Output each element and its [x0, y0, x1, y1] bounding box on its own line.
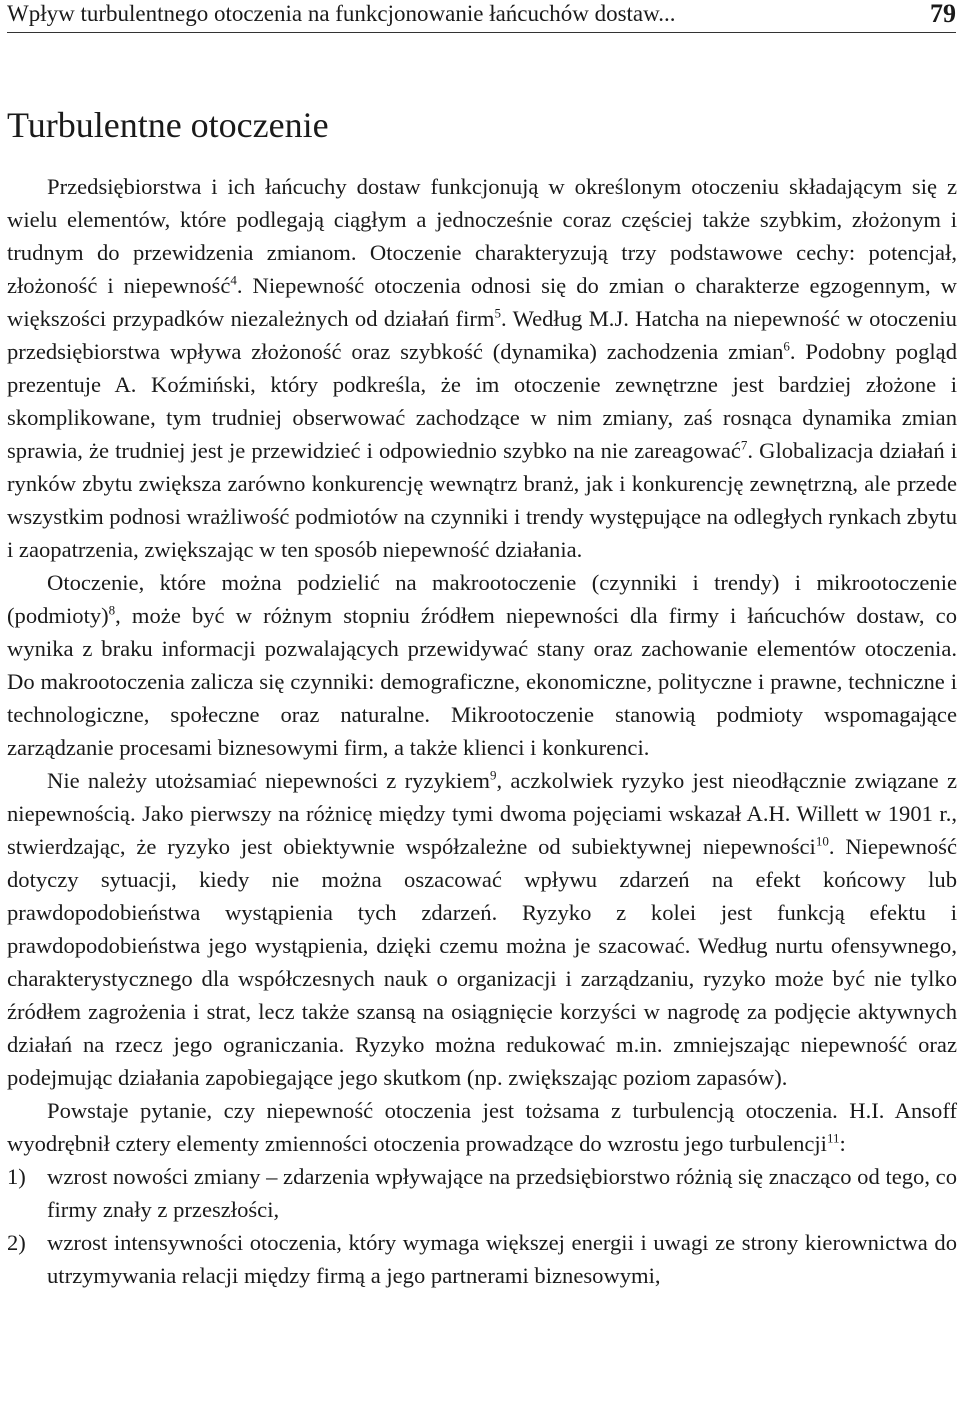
footnote-ref: 7 — [740, 437, 748, 453]
list-marker: 2) — [7, 1230, 26, 1255]
paragraph-text: , aczkolwiek ryzyko jest nieodłącznie związane z niepewnością. Jako pierwszy na różnicę między tymi dwoma pojęciami wskazał A.H. Willett w 1901 r., stwierdzając, że ryzyko jest obiektywnie współzależne od subiektywnej niepewności — [7, 768, 958, 859]
paragraph-text: . Niepewność dotyczy sytuacji, kiedy nie można oszacować wpływu zdarzeń na efekt końcowy lub prawdopodobieństwa wystąpienia tych zdarzeń. Ryzyko z kolei jest funkcją efektu i prawdopodobieństwa jego wystąpienia, dzięki czemu można je szacować. Według nurtu ofensywnego, charakterystycznego dla współczesnych nauk o organizacji i zarządzaniu, ryzyko może być nie tylko źródłem zagrożenia i strat, lecz także szansą na osiągnięcie korzyści w nagrodę za podjęcie aktywnych działań na rzecz jego ograniczania. Ryzyko można redukować m.in. zmniejszając niepewność oraz podejmując działania zapobiegające jego skutkom (np. zwiększając poziom zapasów). — [7, 834, 957, 1090]
turbulence-elements-list — [7, 1160, 957, 1292]
paragraph-2 — [7, 566, 957, 764]
footnote-ref: 5 — [494, 305, 501, 321]
chapter-title: Turbulentne otoczenie — [7, 105, 329, 145]
list-item — [7, 1226, 957, 1292]
paragraph-1 — [7, 170, 957, 566]
paragraph-4 — [7, 1094, 957, 1160]
paragraph-text: Przedsiębiorstwa i ich łańcuchy dostaw funkcjonują w określonym otoczeniu składającym się z wielu elementów, które podlegają ciągłym a jednocześnie coraz częściej także szybkim, złożonym i trudnym do przewidzenia zmianom. Otoczenie charakteryzują trzy podstawowe cechy: potencjał, złożoność i niepewność — [7, 174, 957, 298]
running-title: Wpływ turbulentnego otoczenia na funkcjonowanie łańcuchów dostaw... — [7, 1, 676, 26]
footnote-ref: 6 — [783, 338, 790, 354]
paragraph-text: Nie należy utożsamiać niepewności z ryzykiem — [47, 768, 490, 793]
list-item-text: wzrost nowości zmiany – zdarzenia wpływające na przedsiębiorstwo różnią się znacząco od tego, co firmy znały z przeszłości, — [47, 1164, 957, 1222]
paragraph-text: Powstaje pytanie, czy niepewność otoczenia jest tożsama z turbulencją otoczenia. H.I. Ansoff wyodrębnił cztery elementy zmienności otoczenia prowadzące do wzrostu jego turbulencji — [7, 1098, 957, 1156]
footnote-ref: 9 — [489, 767, 497, 783]
paragraph-text: , może być w różnym stopniu źródłem niepewności dla firmy i łańcuchów dostaw, co wynika z braku informacji pozwalających przewidywać stany oraz zachowanie elementów otoczenia. Do makrootoczenia zalicza się czynniki: demograficzne, ekonomiczne, polityczne i prawne, techniczne i technologiczne, społeczne oraz naturalne. Mikrootoczenie stanowią podmioty wspomagające zarządzanie procesami biznesowymi firm, a także klienci i konkurenci. — [7, 603, 957, 760]
list-item-text: wzrost intensywności otoczenia, który wymaga większej energii i uwagi ze strony kierownictwa do utrzymywania relacji między firmą a jego partnerami biznesowymi, — [47, 1230, 957, 1288]
paragraph-text: . Podobny pogląd prezentuje A. Koźmiński, który podkreśla, że im otoczenie zewnętrzne jest bardziej złożone i skomplikowane, tym trudniej obserwować zachodzące w nim zmiany, zaś rosnąca dynamika zmian sprawia, że trudniej jest je przewidzieć i odpowiednio szybko na nie zareagować — [7, 339, 957, 463]
body-text — [7, 170, 957, 1292]
footnote-ref: 4 — [230, 272, 237, 288]
running-header — [7, 0, 956, 33]
footnote-ref: 10 — [815, 833, 829, 849]
paragraph-text: . Według M.J. Hatcha na niepewność w otoczeniu przedsiębiorstwa wpływa złożoność oraz szybkość (dynamika) zachodzenia zmian — [7, 306, 957, 364]
footnote-ref: 8 — [108, 602, 116, 618]
paragraph-text: . Globalizacja działań i rynków zbytu zwiększa zarówno konkurencję wewnątrz branż, jak i konkurencję zewnętrzną, ale przede wszystkim podnosi wrażliwość podmiotów na czynniki i trendy występujące na odległych rynkach zbytu i zaopatrzenia, zwiększając w ten sposób niepewność działania. — [7, 438, 957, 562]
list-item — [7, 1160, 957, 1226]
page-number: 79 — [930, 0, 956, 28]
paragraph-3 — [7, 764, 957, 1094]
paragraph-text: . Niepewność otoczenia odnosi się do zmian o charakterze egzogennym, w większości przypadków niezależnych od działań firm — [7, 273, 957, 331]
paragraph-text: Otoczenie, które można podzielić na makrootoczenie (czynniki i trendy) i mikrootoczenie (podmioty) — [7, 570, 957, 628]
paragraph-text: : — [839, 1131, 846, 1156]
list-marker: 1) — [7, 1164, 26, 1189]
footnote-ref: 11 — [826, 1130, 840, 1146]
